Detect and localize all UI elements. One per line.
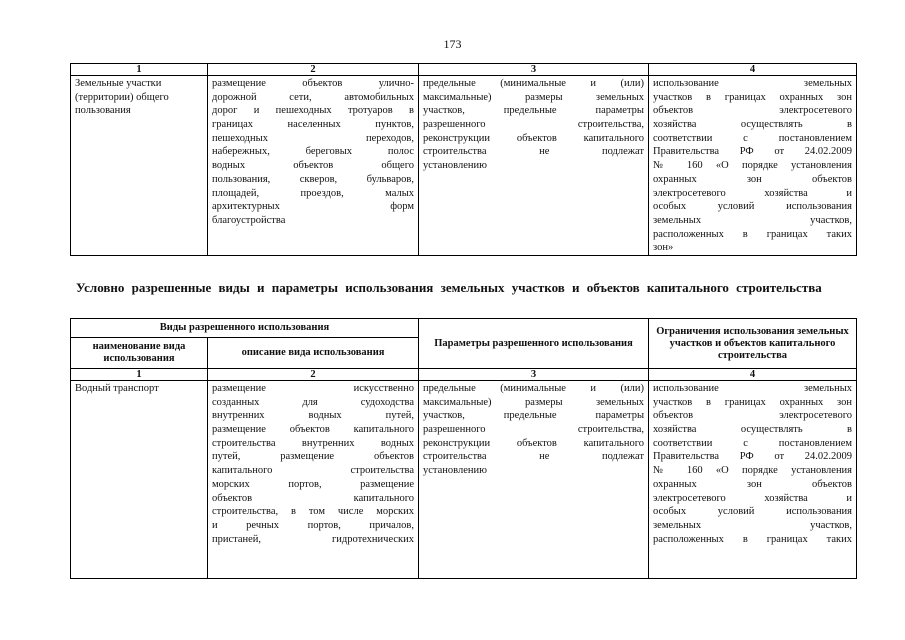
text-line: установлению xyxy=(423,465,487,477)
text-line: дорог и пешеходных тротуаров в xyxy=(212,105,414,117)
use-type-name: Земельные участки (территории) общего пользования xyxy=(71,76,208,256)
use-type-description xyxy=(208,76,419,256)
text-line: размещение объектов капитального xyxy=(212,424,415,436)
text-line: объектов капитального xyxy=(212,492,415,504)
text-line: земельных участков, xyxy=(653,214,852,226)
text-line: использование земельных xyxy=(653,78,852,89)
text-line: разрешенного строительства, xyxy=(423,119,644,131)
text-line: дорожной сети, автомобильных xyxy=(212,91,414,103)
text-line: строительства внутренних водных xyxy=(212,437,415,449)
use-type-description xyxy=(208,381,419,579)
column-number: 2 xyxy=(208,64,419,76)
text-line: пешеходных переходов, xyxy=(212,132,414,144)
text-lines xyxy=(653,382,852,546)
text-line: участков, предельные параметры xyxy=(423,410,645,422)
text-line: участков, предельные параметры xyxy=(423,105,644,117)
column-number-row xyxy=(71,64,857,76)
text-line: расположенных в границах таких xyxy=(653,228,852,240)
text-line: строительства не подлежат xyxy=(423,146,644,158)
text-line: участков в границах охранных зон xyxy=(653,91,852,103)
column-number: 1 xyxy=(71,369,208,381)
text-line: размещение объектов улично- xyxy=(212,78,414,89)
text-line: охранных зон объектов xyxy=(653,478,853,490)
text-lines xyxy=(212,382,414,546)
text-line: особых условий использования xyxy=(653,201,852,213)
header-use-types: Виды разрешенного использования xyxy=(71,319,419,338)
text-lines xyxy=(423,382,644,478)
bottom-table xyxy=(70,318,857,579)
table-row xyxy=(71,381,857,579)
top-table xyxy=(70,63,857,256)
text-line: площадей, проездов, малых xyxy=(212,187,414,199)
text-line: набережных, береговых полос xyxy=(212,146,414,158)
text-line: электросетевого хозяйства и xyxy=(653,492,853,504)
text-line: реконструкции объектов капитального xyxy=(423,132,644,144)
text-line: использование земельных xyxy=(653,383,853,394)
use-parameters xyxy=(419,381,649,579)
text-line: электросетевого хозяйства и xyxy=(653,187,852,199)
text-line: хозяйства осуществлять в xyxy=(653,119,852,131)
use-parameters xyxy=(419,76,649,256)
column-number: 3 xyxy=(419,369,649,381)
column-number: 4 xyxy=(649,369,857,381)
text-line: путей, размещение объектов xyxy=(212,451,415,463)
text-line: хозяйства осуществлять в xyxy=(653,424,853,436)
text-line: максимальные) размеры земельных xyxy=(423,91,644,103)
text-line: размещение искусственно xyxy=(212,383,415,394)
column-number: 2 xyxy=(208,369,419,381)
text-line: участков в границах охранных зон xyxy=(653,396,853,408)
column-number-row xyxy=(71,369,857,381)
text-line: зон» xyxy=(653,242,674,254)
text-line: и речных портов, причалов, xyxy=(212,519,415,531)
text-line: капитального строительства xyxy=(212,465,415,477)
text-line: Правительства РФ от 24.02.2009 xyxy=(653,146,852,158)
text-line: особых условий использования xyxy=(653,506,853,518)
page-number: 173 xyxy=(443,37,462,51)
text-line: морских портов, размещение xyxy=(212,478,415,490)
text-line: предельные (минимальные и (или) xyxy=(423,78,644,89)
text-line: соответствии с постановлением xyxy=(653,437,853,449)
table-row xyxy=(71,76,857,256)
text-line: пристаней, гидротехнических xyxy=(212,533,415,545)
header-restrictions: Ограничения использования земельных участков и объектов капитального строительства xyxy=(649,319,857,369)
header-parameters: Параметры разрешенного использования xyxy=(419,319,649,369)
text-line: расположенных в границах таких xyxy=(653,533,853,545)
text-line: земельных участков, xyxy=(653,519,853,531)
text-line: максимальные) размеры земельных xyxy=(423,396,645,408)
text-line: строительства, в том числе морских xyxy=(212,506,415,518)
text-line: созданных для судоходства xyxy=(212,396,415,408)
text-line: границах населенных пунктов, xyxy=(212,119,414,131)
use-restrictions xyxy=(649,381,857,579)
use-type-name: Водный транспорт xyxy=(71,381,208,579)
text-line: благоустройства xyxy=(212,214,286,226)
text-line: № 160 «О порядке установления xyxy=(653,465,853,477)
text-line: Правительства РФ от 24.02.2009 xyxy=(653,451,853,463)
text-line: объектов электросетевого xyxy=(653,105,852,117)
text-line: установлению xyxy=(423,160,487,172)
header-name-col: наименование вида использования xyxy=(71,338,208,369)
text-line: водных объектов общего xyxy=(212,160,414,172)
section-title: Условно разрешенные виды и параметры использования земельных участков и объектов капитального строительства xyxy=(76,280,822,295)
text-line: строительства не подлежат xyxy=(423,451,645,463)
column-number: 1 xyxy=(71,64,208,76)
text-lines xyxy=(653,77,852,255)
column-number: 3 xyxy=(419,64,649,76)
text-line: № 160 «О порядке установления xyxy=(653,160,852,172)
header-row xyxy=(71,319,857,338)
column-number: 4 xyxy=(649,64,857,76)
text-lines xyxy=(423,77,644,173)
text-line: реконструкции объектов капитального xyxy=(423,437,645,449)
text-lines xyxy=(212,77,414,228)
text-line: предельные (минимальные и (или) xyxy=(423,383,645,394)
text-line: архитектурных форм xyxy=(212,201,414,213)
text-line: объектов электросетевого xyxy=(653,410,853,422)
text-line: пользования, скверов, бульваров, xyxy=(212,173,414,185)
use-restrictions xyxy=(649,76,857,256)
text-line: внутренних водных путей, xyxy=(212,410,415,422)
text-line: охранных зон объектов xyxy=(653,173,852,185)
header-description-col: описание вида использования xyxy=(208,338,419,369)
text-line: соответствии с постановлением xyxy=(653,132,852,144)
text-line: разрешенного строительства, xyxy=(423,424,645,436)
